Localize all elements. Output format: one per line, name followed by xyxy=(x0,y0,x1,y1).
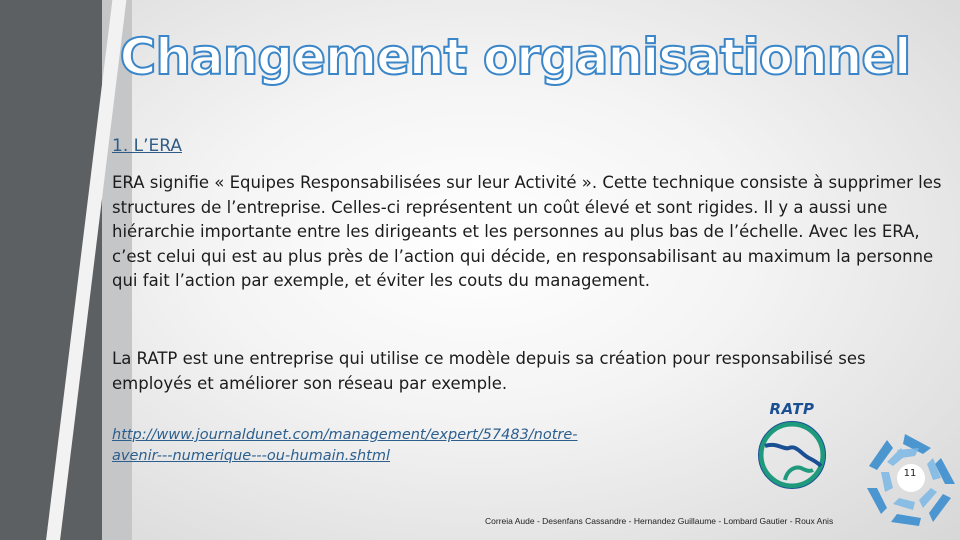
ratp-emblem-icon xyxy=(757,420,827,490)
slide-title: Changement organisationnel xyxy=(119,28,911,86)
footer-authors: Correia Aude - Desenfans Cassandre - Hernandez Guillaume - Lombard Gautier - Roux Anis xyxy=(485,516,834,526)
recycle-emblem-icon xyxy=(862,428,960,540)
ratp-logo-text: RATP xyxy=(769,400,815,418)
paragraph-era: ERA signifie « Equipes Responsabilisées sur leur Activité ». Cette technique consiste à supprimer les structures de l’entreprise. Celles-ci représentent un coût élevé et sont rigides. Il y a aussi une hiérarchie importante entre les dirigeants et les personnes au plus bas de l’échelle. Avec les ERA, c’est celui qui est au plus près de l’action qui décide, en responsabilisant au maximum la personne qui fait l’action par exemple, et éviter les couts du management. xyxy=(112,173,942,290)
section-heading: 1. L’ERA xyxy=(112,136,182,156)
ratp-logo xyxy=(756,400,828,490)
paragraph-ratp: La RATP est une entreprise qui utilise ce modèle depuis sa création pour responsabilisé ses employés et améliorer son réseau par exemple. xyxy=(112,349,866,393)
source-link[interactable]: http://www.journaldunet.com/management/expert/57483/notre-avenir---numerique---ou-humain.shtml xyxy=(112,427,578,464)
page-number: 11 xyxy=(903,468,917,479)
